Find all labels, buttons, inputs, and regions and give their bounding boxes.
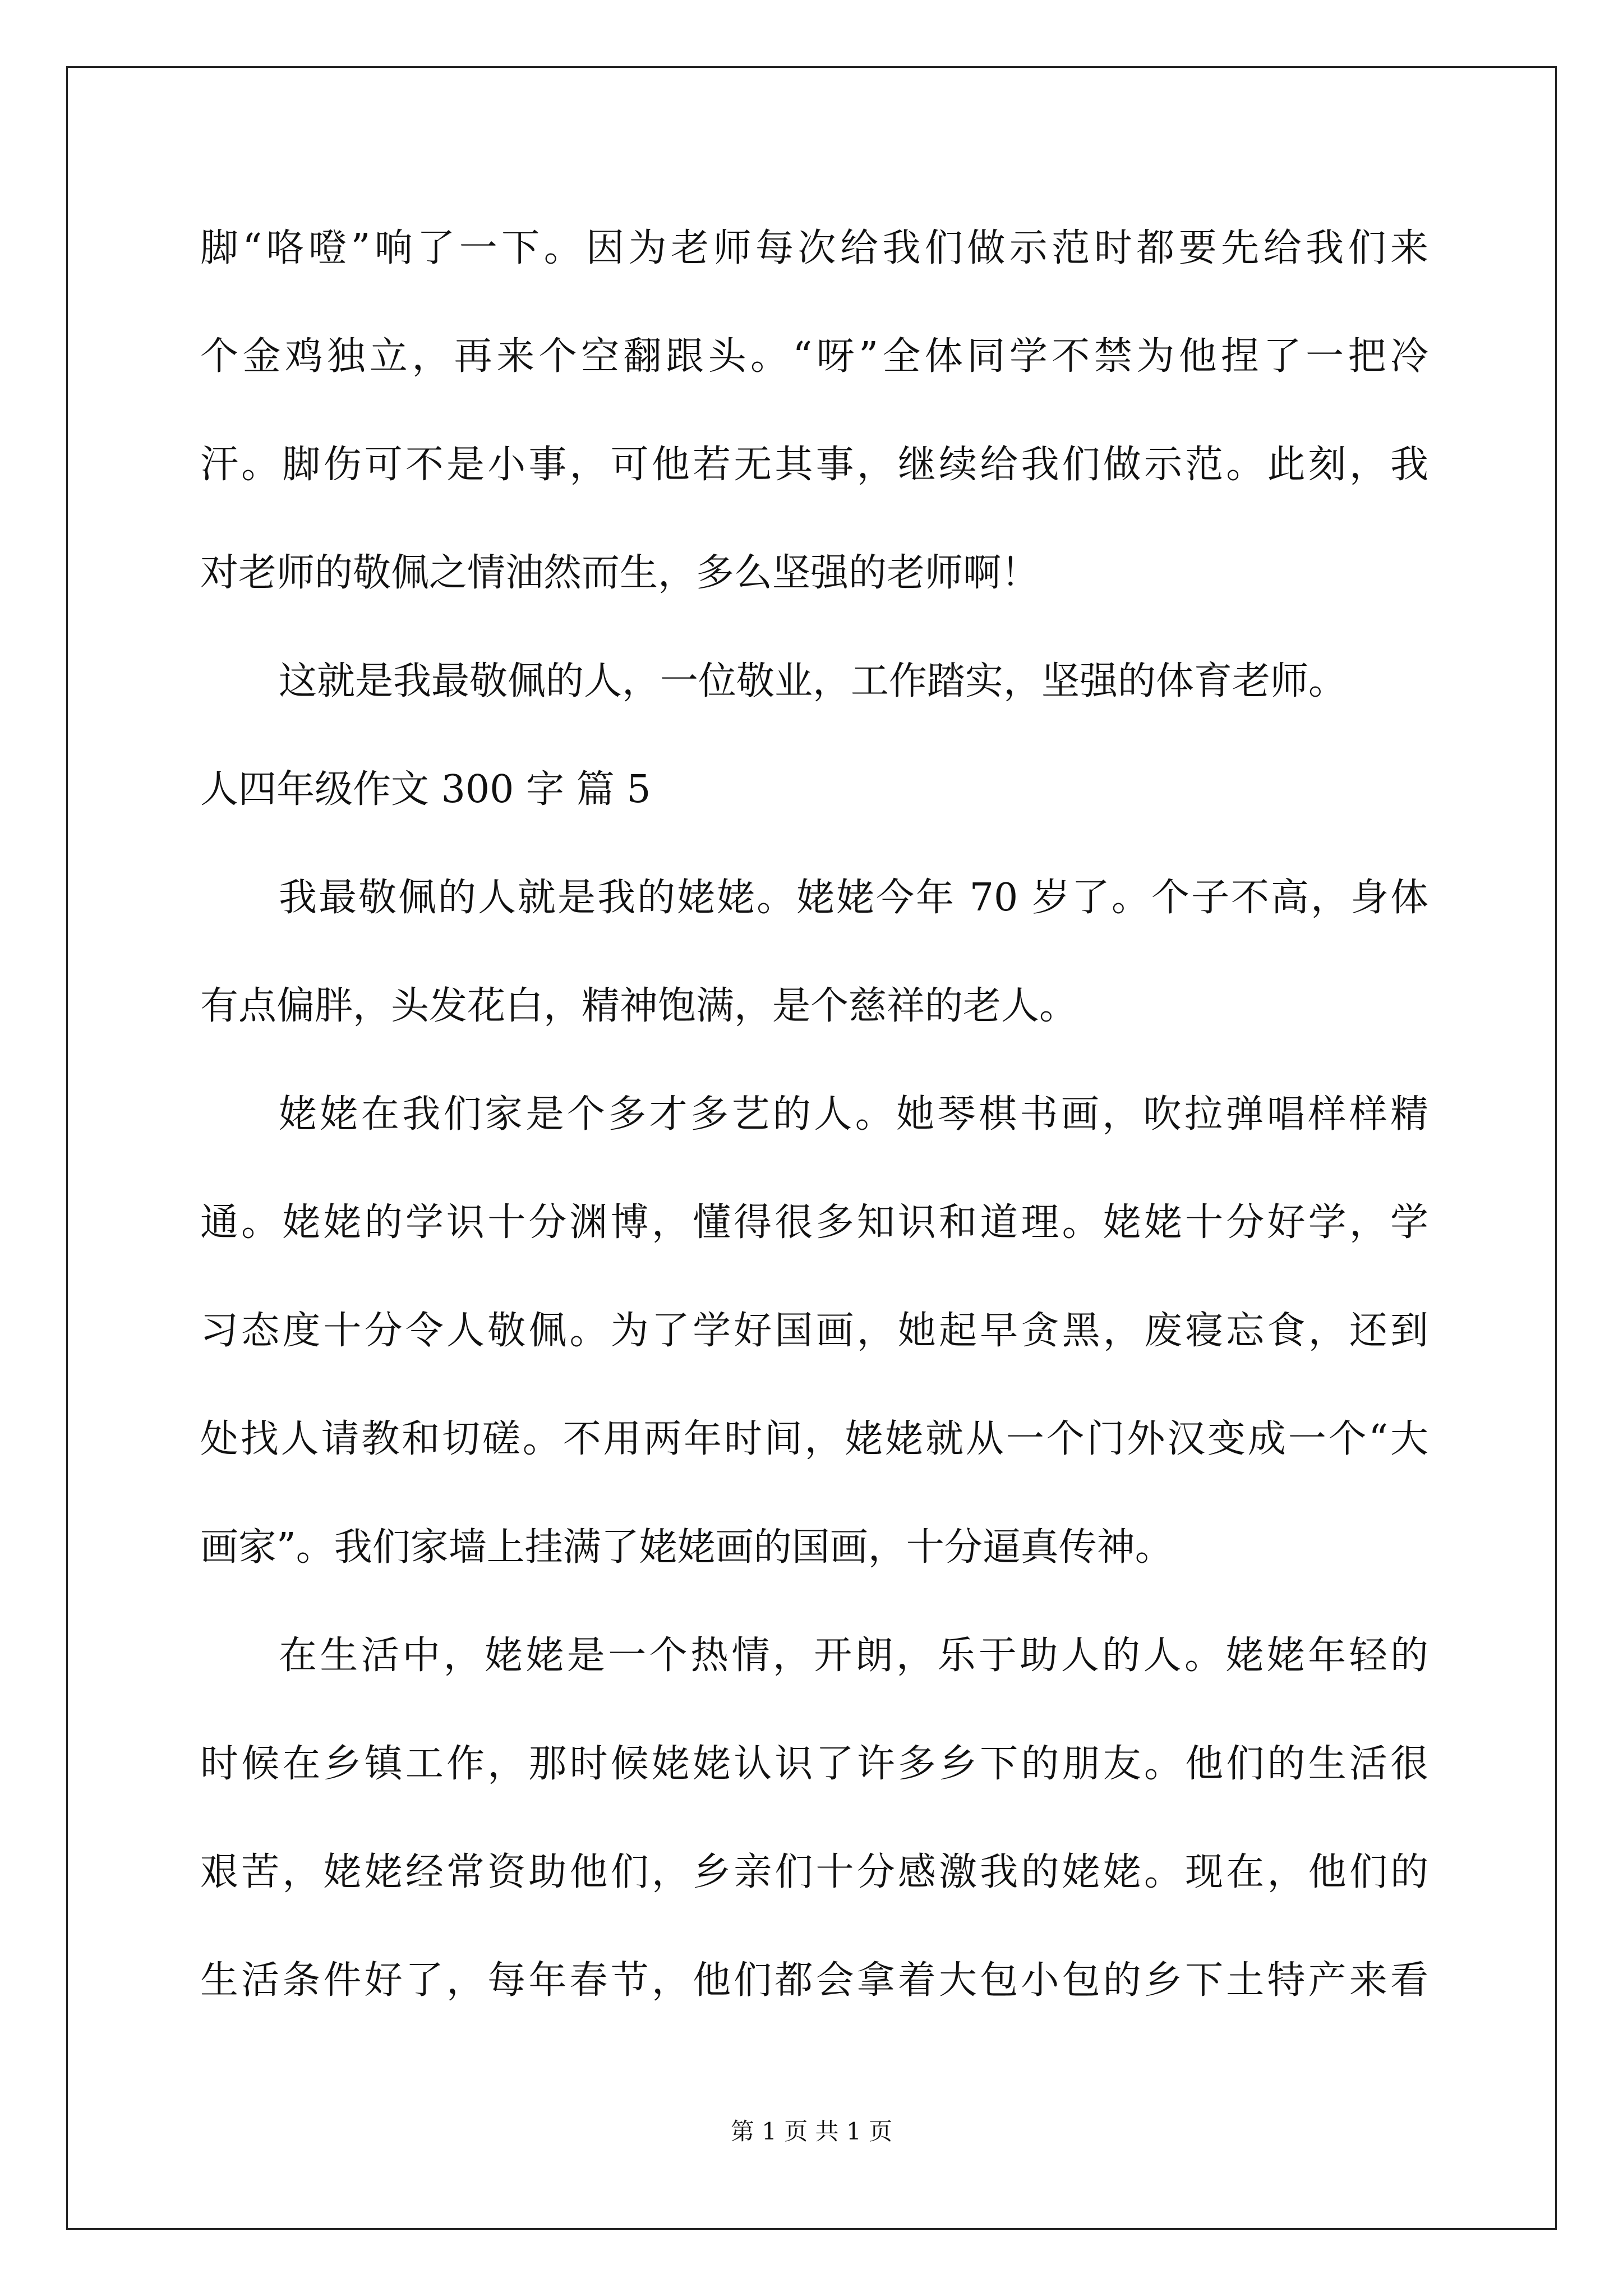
- text-line: 处找人请教和切磋。不用两年时间，姥姥就从一个门外汉变成一个“大: [200, 1417, 1428, 1461]
- text-line: 有点偏胖，头发花白，精神饱满，是个慈祥的老人。: [200, 984, 1078, 1028]
- text-line: 通。姥姥的学识十分渊博，懂得很多知识和道理。姥姥十分好学，学: [200, 1200, 1428, 1245]
- text-line: 汗。脚伤可不是小事，可他若无其事，继续给我们做示范。此刻，我: [200, 443, 1428, 487]
- text-line: 画家”。我们家墙上挂满了姥姥画的国画，十分逼真传神。: [200, 1525, 1173, 1570]
- text-line: 在生活中，姥姥是一个热情，开朗，乐于助人的人。姥姥年轻的: [279, 1634, 1428, 1678]
- text-line: 我最敬佩的人就是我的姥姥。姥姥今年 70 岁了。个子不高，身体: [279, 876, 1428, 920]
- text-line: 这就是我最敬佩的人，一位敬业，工作踏实，坚强的体育老师。: [279, 659, 1347, 703]
- page-footer: 第 1 页 共 1 页: [730, 2118, 893, 2145]
- text-line: 个金鸡独立，再来个空翻跟头。“呀”全体同学不禁为他捏了一把冷: [200, 334, 1428, 379]
- text-line: 生活条件好了，每年春节，他们都会拿着大包小包的乡下土特产来看: [200, 1958, 1428, 2003]
- text-line: 对老师的敬佩之情油然而生，多么坚强的老师啊！: [200, 551, 1040, 595]
- section-heading: 人四年级作文 300 字 篇 5: [200, 767, 651, 812]
- text-line: 脚“咯噔”响了一下。因为老师每次给我们做示范时都要先给我们来: [200, 226, 1428, 270]
- text-line: 艰苦，姥姥经常资助他们，乡亲们十分感激我的姥姥。现在，他们的: [200, 1850, 1428, 1894]
- text-line: 姥姥在我们家是个多才多艺的人。她琴棋书画，吹拉弹唱样样精: [279, 1092, 1428, 1137]
- text-line: 时候在乡镇工作，那时候姥姥认识了许多乡下的朋友。他们的生活很: [200, 1742, 1428, 1786]
- text-line: 习态度十分令人敬佩。为了学好国画，她起早贪黑，废寝忘食，还到: [200, 1309, 1428, 1353]
